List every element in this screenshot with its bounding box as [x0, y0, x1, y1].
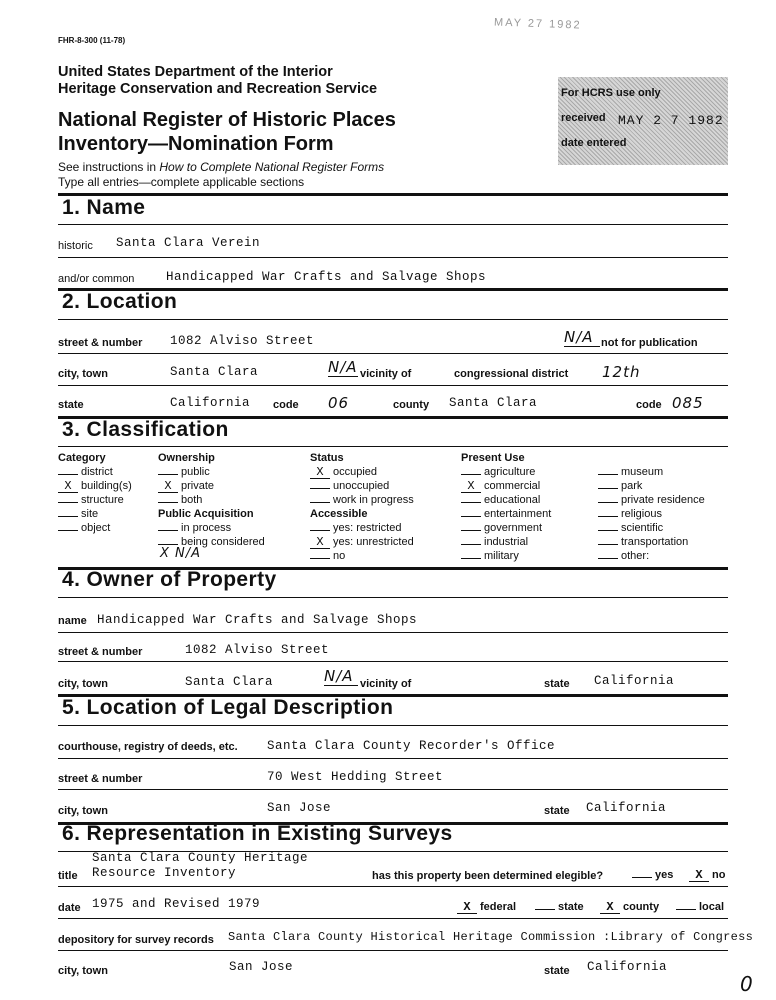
category-site[interactable]: site — [58, 508, 98, 520]
accessible-heading: Accessible — [310, 508, 368, 520]
margin-handwritten-mark: 0 — [740, 972, 754, 996]
state-code-label: code — [273, 399, 299, 411]
section-4-heading: 4. Owner of Property — [62, 568, 277, 591]
vicinity-value: N/A — [328, 358, 358, 376]
city-town-value: Santa Clara — [170, 365, 259, 379]
survey-title-value-line-2: Resource Inventory — [92, 866, 237, 880]
state-code-value: 06 — [328, 394, 350, 412]
use-private-residence[interactable]: private residence — [598, 494, 705, 506]
survey-level-local[interactable]: local — [676, 901, 724, 913]
not-for-publication-value: N/A — [564, 328, 600, 347]
received-label: received — [561, 112, 606, 124]
section-rule — [58, 789, 728, 790]
received-date-stamp: MAY 2 7 1982 — [618, 113, 724, 128]
section-rule — [58, 758, 728, 759]
date-entered-label: date entered — [561, 137, 627, 149]
owner-vicinity-label: vicinity of — [360, 678, 412, 690]
legal-street-label: street & number — [58, 773, 143, 785]
common-name-value: Handicapped War Crafts and Salvage Shops — [166, 270, 487, 284]
accessible-no[interactable]: no — [310, 550, 345, 562]
use-industrial[interactable]: industrial — [461, 536, 528, 548]
section-rule — [58, 725, 728, 726]
depository-city-value: San Jose — [229, 960, 294, 974]
section-2-heading: 2. Location — [62, 290, 178, 313]
section-rule — [58, 918, 728, 919]
section-3-heading: 3. Classification — [62, 418, 229, 441]
county-value: Santa Clara — [449, 396, 538, 410]
instructions-line-2: Type all entries—complete applicable sections — [58, 175, 305, 189]
present-use-heading: Present Use — [461, 452, 525, 464]
section-rule — [58, 446, 728, 447]
owner-vicinity-value: N/A — [324, 667, 358, 686]
use-transportation[interactable]: transportation — [598, 536, 688, 548]
historic-name-value: Santa Clara Verein — [116, 236, 261, 250]
depository-state-label: state — [544, 965, 570, 977]
section-rule — [58, 257, 728, 258]
survey-title-value-line-1: Santa Clara County Heritage — [92, 851, 309, 865]
city-town-label: city, town — [58, 368, 108, 380]
legal-street-value: 70 West Hedding Street — [267, 770, 444, 784]
category-heading: Category — [58, 452, 106, 464]
section-6-heading: 6. Representation in Existing Surveys — [62, 822, 453, 845]
use-educational[interactable]: educational — [461, 494, 540, 506]
use-agriculture[interactable]: agriculture — [461, 466, 535, 478]
use-entertainment[interactable]: entertainment — [461, 508, 551, 520]
section-rule — [58, 385, 728, 386]
acquisition-na-mark: X N/A — [160, 546, 202, 561]
owner-state-value: California — [594, 674, 675, 688]
street-number-value: 1082 Alviso Street — [170, 334, 315, 348]
department-line-1: United States Department of the Interior — [58, 64, 333, 80]
county-label: county — [393, 399, 430, 411]
category-object[interactable]: object — [58, 522, 110, 534]
section-rule — [58, 632, 728, 633]
owner-street-label: street & number — [58, 646, 143, 658]
use-military[interactable]: military — [461, 550, 519, 562]
section-rule — [58, 597, 728, 598]
category-structure[interactable]: structure — [58, 494, 124, 506]
not-for-publication-label: not for publication — [601, 337, 698, 349]
street-number-label: street & number — [58, 337, 143, 349]
ownership-both[interactable]: both — [158, 494, 202, 506]
use-scientific[interactable]: scientific — [598, 522, 663, 534]
ownership-private[interactable]: X private — [158, 480, 214, 493]
historic-label: historic — [58, 240, 93, 252]
form-title-line-1: National Register of Historic Places — [58, 109, 396, 131]
eligible-no[interactable]: X no — [689, 869, 725, 882]
status-unoccupied[interactable]: unoccupied — [310, 480, 389, 492]
section-rule — [58, 950, 728, 951]
category-district[interactable]: district — [58, 466, 113, 478]
depository-value: Santa Clara County Historical Heritage Commission :Library of Congress — [228, 930, 754, 944]
use-park[interactable]: park — [598, 480, 642, 492]
use-other[interactable]: other: — [598, 550, 649, 562]
owner-name-value: Handicapped War Crafts and Salvage Shops — [97, 613, 418, 627]
use-museum[interactable]: museum — [598, 466, 663, 478]
owner-city-label: city, town — [58, 678, 108, 690]
category-buildings[interactable]: X building(s) — [58, 480, 132, 493]
accessible-restricted[interactable]: yes: restricted — [310, 522, 401, 534]
section-rule — [58, 353, 728, 354]
courthouse-value: Santa Clara County Recorder's Office — [267, 739, 556, 753]
section-rule — [58, 886, 728, 887]
section-5-heading: 5. Location of Legal Description — [62, 696, 394, 719]
congressional-district-label: congressional district — [454, 368, 569, 380]
legal-city-label: city, town — [58, 805, 108, 817]
hcrs-use-box — [558, 77, 728, 165]
common-name-label: and/or common — [58, 273, 135, 285]
status-work-in-progress[interactable]: work in progress — [310, 494, 414, 506]
owner-street-value: 1082 Alviso Street — [185, 643, 330, 657]
depository-label: depository for survey records — [58, 934, 214, 946]
eligibility-question-label: has this property been determined elegible? — [372, 870, 604, 882]
state-label: state — [58, 399, 84, 411]
owner-name-label: name — [58, 615, 87, 627]
section-rule — [58, 224, 728, 225]
county-code-value: 085 — [672, 394, 704, 412]
status-occupied[interactable]: X occupied — [310, 466, 377, 479]
survey-title-label: title — [58, 870, 78, 882]
legal-state-label: state — [544, 805, 570, 817]
use-religious[interactable]: religious — [598, 508, 662, 520]
section-rule — [58, 661, 728, 662]
public-acquisition-heading: Public Acquisition — [158, 508, 254, 520]
courthouse-label: courthouse, registry of deeds, etc. — [58, 741, 238, 753]
state-value: California — [170, 396, 251, 410]
county-code-label: code — [636, 399, 662, 411]
legal-state-value: California — [586, 801, 667, 815]
legal-city-value: San Jose — [267, 801, 332, 815]
section-rule — [58, 319, 728, 320]
owner-city-value: Santa Clara — [185, 675, 274, 689]
use-commercial[interactable]: X commercial — [461, 480, 540, 493]
acquisition-being-considered[interactable]: being considered — [158, 536, 265, 548]
survey-level-federal[interactable]: X federal — [457, 901, 516, 914]
survey-level-state[interactable]: state — [535, 901, 584, 913]
faded-stamp-scribble: MAY 27 1982 — [493, 16, 582, 32]
form-number: FHR-8-300 (11-78) — [58, 36, 126, 45]
ownership-heading: Ownership — [158, 452, 215, 464]
eligible-yes[interactable]: yes — [632, 869, 673, 881]
congressional-district-value: 12th — [602, 363, 641, 381]
use-government[interactable]: government — [461, 522, 542, 534]
ownership-public[interactable]: public — [158, 466, 210, 478]
depository-city-label: city, town — [58, 965, 108, 977]
survey-date-label: date — [58, 902, 81, 914]
form-title-line-2: Inventory—Nomination Form — [58, 133, 334, 155]
department-line-2: Heritage Conservation and Recreation Service — [58, 81, 378, 97]
instructions-line-1: See instructions in How to Complete National Register Forms — [58, 160, 385, 174]
status-heading: Status — [310, 452, 344, 464]
depository-state-value: California — [587, 960, 668, 974]
owner-state-label: state — [544, 678, 570, 690]
hcrs-use-label: For HCRS use only — [561, 87, 661, 99]
section-rule — [58, 193, 728, 196]
accessible-unrestricted[interactable]: X yes: unrestricted — [310, 536, 414, 549]
acquisition-in-process[interactable]: in process — [158, 522, 231, 534]
survey-date-value: 1975 and Revised 1979 — [92, 897, 261, 911]
vicinity-label: vicinity of — [360, 368, 412, 380]
section-1-heading: 1. Name — [62, 196, 146, 219]
survey-level-county[interactable]: X county — [600, 901, 659, 914]
